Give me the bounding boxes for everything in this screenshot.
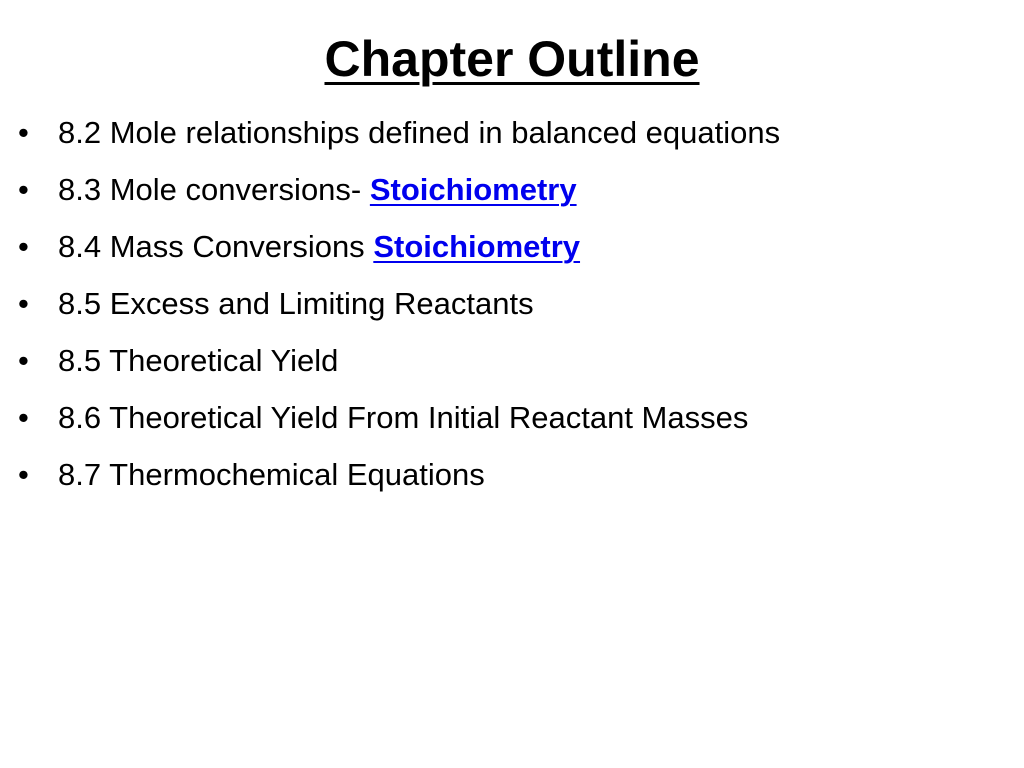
bullet-item-8-6 (0, 389, 1024, 446)
bullet-icon: • (18, 172, 29, 207)
bullet-label: 8.6 Theoretical Yield From Initial Reactant Masses (58, 400, 749, 435)
bullet-icon: • (18, 115, 29, 150)
bullet-icon: • (18, 229, 29, 264)
bullet-label: 8.2 Mole relationships defined in balanced equations (58, 115, 781, 150)
bullet-item-8-7 (0, 446, 1024, 503)
bullet-text (58, 161, 577, 218)
bullet-text (58, 275, 534, 332)
bullet-item-8-5-yield (0, 332, 1024, 389)
bullet-icon: • (18, 457, 29, 492)
stoichiometry-link[interactable]: Stoichiometry (369, 172, 577, 207)
bullet-label: 8.5 Theoretical Yield (58, 343, 339, 378)
bullet-text (58, 446, 485, 503)
bullet-icon: • (18, 343, 29, 378)
bullet-text (58, 332, 338, 389)
bullet-label: 8.3 Mole conversions- (58, 172, 370, 207)
stoichiometry-link[interactable]: Stoichiometry (373, 229, 581, 264)
bullet-label: 8.7 Thermochemical Equations (58, 457, 485, 492)
bullet-item-8-2 (0, 104, 1024, 161)
bullet-icon: • (18, 286, 29, 321)
bullet-icon: • (18, 400, 29, 435)
bullet-list (0, 104, 1024, 503)
bullet-text (58, 104, 780, 161)
bullet-item-8-4 (0, 218, 1024, 275)
bullet-label: 8.4 Mass Conversions (58, 229, 374, 264)
bullet-item-8-3 (0, 161, 1024, 218)
bullet-label: 8.5 Excess and Limiting Reactants (58, 286, 534, 321)
bullet-item-8-5-excess (0, 275, 1024, 332)
slide-title-text: Chapter Outline (324, 31, 700, 87)
bullet-text (58, 218, 580, 275)
bullet-text (58, 389, 748, 446)
slide-title (0, 26, 1024, 92)
